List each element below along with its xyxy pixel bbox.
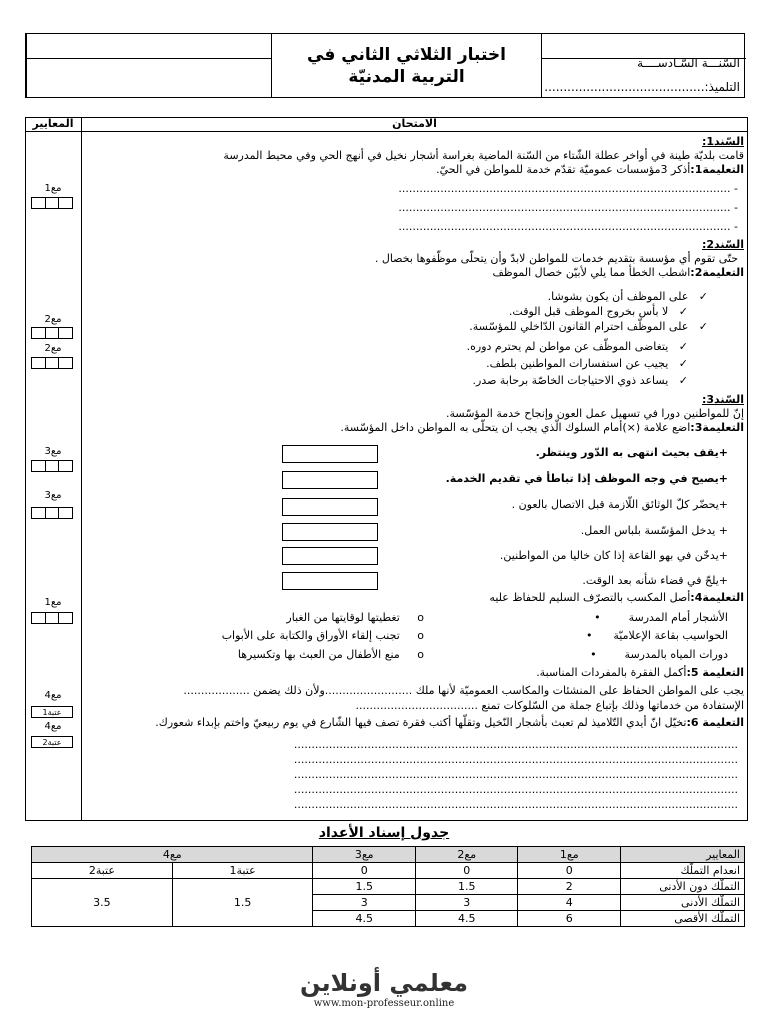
task1-label: التعليمة1: <box>690 163 744 176</box>
table-cell: 6 <box>518 911 621 927</box>
table-cell: 2 <box>518 879 621 895</box>
answer-line[interactable]: - ............................................................................................... <box>398 201 738 214</box>
criterion-label: مع2 <box>44 314 62 325</box>
table-cell: 0 <box>518 863 621 879</box>
table-row <box>32 863 745 879</box>
task1-text: أذكر 3مؤسسات عموميّة تقدّم خدمة للمواطن في الحيّ. <box>436 163 691 176</box>
threshold-box[interactable]: عتبة1 <box>31 706 73 718</box>
table-cell: 4.5 <box>415 911 518 927</box>
site-url[interactable]: www.mon-professeur.online <box>313 998 455 1009</box>
behaviour-item: +يلحّ في قضاء شأنه بعد الوقت. <box>582 574 728 587</box>
answer-box[interactable] <box>282 471 378 489</box>
doc2-text: حتّى تقوم أي مؤسسة بتقديم خدمات للمواطن لابدّ وأن يتحلّى موظّفوها بخصال . <box>374 252 738 265</box>
exam-title <box>271 34 541 97</box>
table-cell: انعدام التملّك <box>621 863 745 879</box>
doc1-title: السّند1: <box>701 135 744 148</box>
answer-line[interactable]: - ............................................................................................... <box>398 182 738 195</box>
header-right-cell <box>541 34 746 97</box>
table-cell: 1.5 <box>172 879 313 927</box>
grading-header-m3: مع3 <box>313 847 416 863</box>
score-boxes[interactable] <box>31 357 73 369</box>
table-cell: التملّك دون الأدنى <box>621 879 745 895</box>
table-cell: 1.5 <box>313 879 416 895</box>
exam-column-header: الامتحان <box>392 117 437 130</box>
site-logo: معلمي أونلاين <box>300 969 468 997</box>
table-cell: 0 <box>415 863 518 879</box>
match-left-item[interactable]: الحواسيب بقاعة الإعلاميّة • <box>585 629 728 642</box>
table-row <box>32 847 745 863</box>
task3-label: التعليمة3: <box>690 421 744 434</box>
criterion-label: مع4 <box>44 690 62 701</box>
list-item[interactable]: ✓ لا بأس بخروج الموظف قبل الوقت. <box>508 305 688 318</box>
task3-text: اضع علامة (×)أمام السلوك الّذي يجب ان يتحلّى به المواطن داخل المؤسّسة. <box>340 421 691 434</box>
task6-text: تخيّل انّ أيدي التّلاميذ لم تعبث بأشجار النّخيل وتقلّها أكتب فقرة تصف فيها الشّارع في يوم ربيعيّ واختم بإبداء شعورك. <box>155 716 687 729</box>
match-right-item[interactable]: o تغطيتها لوقايتها من الغبار <box>286 611 424 624</box>
exam-title-line1: اختبار الثلاثي الثاني في <box>307 44 506 65</box>
writing-line[interactable]: ............................................................................................................................... <box>293 753 738 766</box>
answer-box[interactable] <box>282 547 378 565</box>
column-divider <box>81 117 82 821</box>
criterion-label: مع3 <box>44 490 62 501</box>
criterion-label: مع4 <box>44 721 62 732</box>
behaviour-item: +يقف بحيث انتهى به الدّور وينتظر. <box>535 446 728 459</box>
grading-header-m2: مع2 <box>415 847 518 863</box>
answer-box[interactable] <box>282 572 378 590</box>
match-left-item[interactable]: الأشجار أمام المدرسة • <box>594 611 728 624</box>
task5-line1[interactable]: يجب على المواطن الحفاظ على المنشئات والمكاسب العموميّة لأنها ملك .........................ولأن ذلك يضمن ................... <box>183 684 744 697</box>
criterion-label: مع2 <box>44 343 62 354</box>
doc2-title: السّند2: <box>701 238 744 251</box>
score-boxes[interactable] <box>31 327 73 339</box>
answer-line[interactable]: - ............................................................................................... <box>398 220 738 233</box>
writing-line[interactable]: ............................................................................................................................... <box>293 738 738 751</box>
grading-header-m1: مع1 <box>518 847 621 863</box>
task5-text: أكمل الفقرة بالمفردات المناسبة. <box>536 666 687 679</box>
score-boxes[interactable] <box>31 612 73 624</box>
table-cell: 1.5 <box>415 879 518 895</box>
table-cell: التملّك الأقصى <box>621 911 745 927</box>
task6 <box>155 716 744 730</box>
list-item[interactable]: ✓ على الموظف أن يكون بشوشا. <box>547 290 708 303</box>
task2 <box>493 266 744 280</box>
grading-table <box>31 846 745 927</box>
writing-line[interactable]: ............................................................................................................................... <box>293 798 738 811</box>
threshold-box[interactable]: عتبة2 <box>31 736 73 748</box>
behaviour-item: +يصيح في وجه الموظف إذا تباطأ في تقديم الخدمة. <box>445 472 728 485</box>
grading-header-criteria: المعايير <box>621 847 745 863</box>
score-boxes[interactable] <box>31 507 73 519</box>
list-item[interactable]: ✓ يتغاضى الموظّف عن مواطن لم يحترم دوره. <box>466 340 688 353</box>
student-name-field[interactable]: التلميذ:.......................................... <box>544 80 740 94</box>
doc1-text: قامت بلديّة طينة في أواخر عطلة الشّتاء من السّنة الماضية بغراسة أشجار نخيل في أنهج الحي وفي محيط المدرسة <box>223 149 744 162</box>
criterion-label: مع1 <box>44 183 62 194</box>
task1 <box>436 163 744 177</box>
score-boxes[interactable] <box>31 197 73 209</box>
list-item[interactable]: ✓ يساعد ذوي الاحتياجات الخاصّة برحابة صدر. <box>472 374 688 387</box>
exam-header <box>25 33 745 98</box>
criterion-label: مع3 <box>44 446 62 457</box>
answer-box[interactable] <box>282 445 378 463</box>
match-right-item[interactable]: o تجنب إلقاء الأوراق والكتابة على الأبواب <box>221 629 424 642</box>
table-cell: التملّك الأدنى <box>621 895 745 911</box>
score-boxes[interactable] <box>31 460 73 472</box>
table-cell: 3 <box>313 895 416 911</box>
answer-box[interactable] <box>282 498 378 516</box>
table-cell: عتبة1 <box>172 863 313 879</box>
task5 <box>536 666 744 680</box>
task3 <box>340 421 744 435</box>
writing-line[interactable]: ............................................................................................................................... <box>293 783 738 796</box>
level-label: السّنـــة السّـادســــة <box>637 56 740 70</box>
behaviour-item: +يحضّر كلّ الوثائق اللّازمة قبل الاتصال بالعون . <box>511 498 728 511</box>
table-row <box>32 879 745 895</box>
task6-label: التعليمة 6: <box>686 716 744 729</box>
behaviour-item: +يدخّن في بهو القاعة إذا كان خاليا من المواطنين. <box>499 549 728 562</box>
table-cell: 4 <box>518 895 621 911</box>
match-right-item[interactable]: o منع الأطفال من العبث بها وتكسيرها <box>237 648 424 661</box>
header-row-line <box>25 131 748 132</box>
exam-title-line2: التربية المدنيّة <box>348 66 465 87</box>
task4-label: التعليمة4: <box>690 591 744 604</box>
doc3-text: إنّ للمواطنين دورا في تسهيل عمل العون وإنجاح خدمة المؤسّسة. <box>445 407 744 420</box>
behaviour-item: + يدخل المؤسّسة بلباس العمل. <box>580 524 728 537</box>
grading-header-m4: مع4 <box>32 847 313 863</box>
answer-box[interactable] <box>282 523 378 541</box>
task4 <box>489 591 744 605</box>
table-cell: 4.5 <box>313 911 416 927</box>
match-left-item[interactable]: دورات المياه بالمدرسة • <box>590 648 728 661</box>
table-cell: 3.5 <box>32 879 173 927</box>
list-item[interactable]: ✓ يجيب عن استفسارات المواطنين بلطف. <box>486 357 688 370</box>
criteria-column-header: المعايير <box>32 117 74 130</box>
grading-table-title: جدول إسناد الأعداد <box>318 825 450 841</box>
criterion-label: مع1 <box>44 597 62 608</box>
task2-label: التعليمة2: <box>690 266 744 279</box>
writing-line[interactable]: ............................................................................................................................... <box>293 768 738 781</box>
table-cell: عتبة2 <box>32 863 173 879</box>
doc3-title: السّند3: <box>701 393 744 406</box>
list-item[interactable]: ✓ على الموظّف احترام القانون الدّاخلي للمؤسّسة. <box>469 320 708 333</box>
table-cell: 3 <box>415 895 518 911</box>
task5-label: التعليمة 5: <box>686 666 744 679</box>
table-cell: 0 <box>313 863 416 879</box>
header-left-cell <box>26 34 271 97</box>
task5-line2[interactable]: الإستفادة من خدماتها وذلك بإتباع جملة من السّلوكات تمنع ................................... <box>355 699 744 712</box>
task2-text: اشطب الخطأ مما يلي لأبيّن خصال الموظف <box>492 266 691 279</box>
task4-text: أصل المكسب بالتصرّف السليم للحفاظ عليه <box>489 591 691 604</box>
